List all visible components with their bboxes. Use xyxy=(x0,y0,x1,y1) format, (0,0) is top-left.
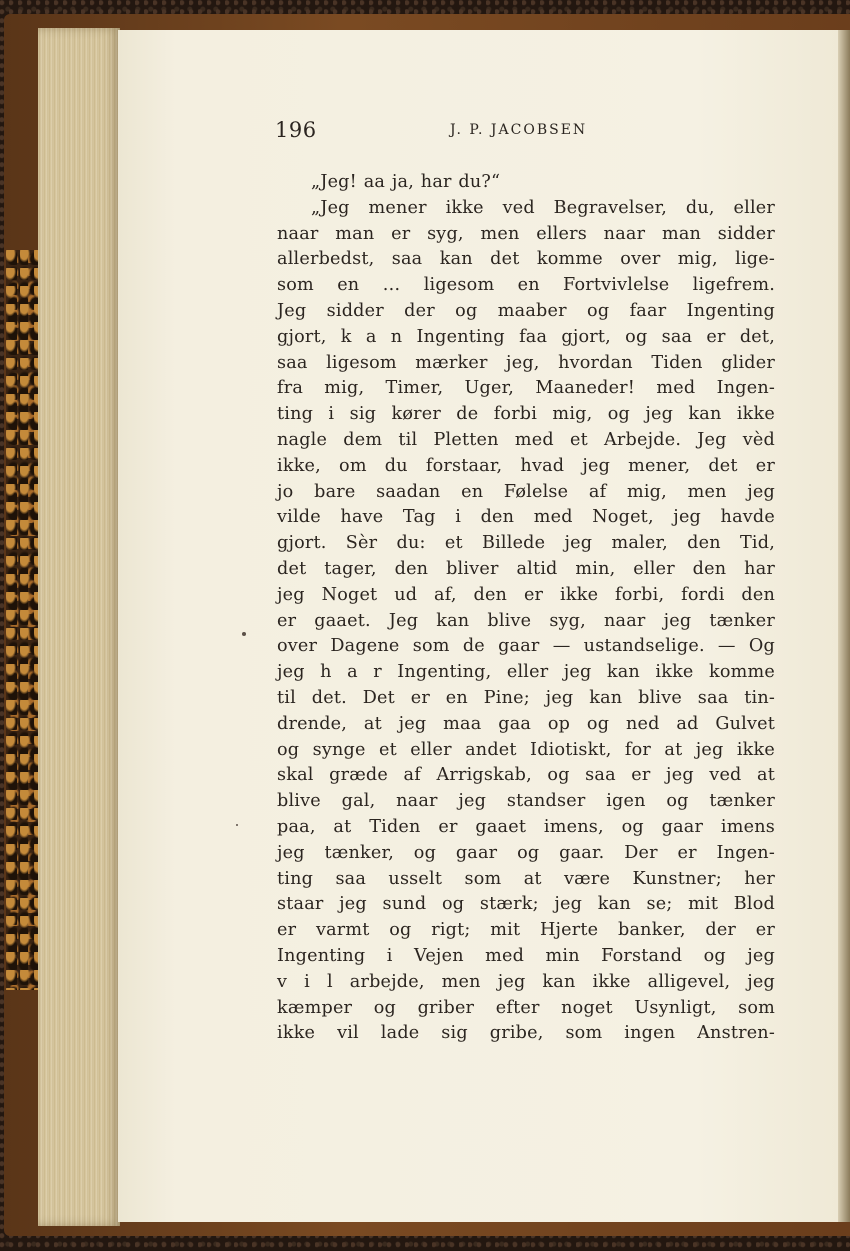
text-line: ikke, om du forstaar, hvad jeg mener, det er xyxy=(277,455,775,476)
text-line: vilde have Tag i den med Noget, jeg havde xyxy=(277,507,775,528)
text-line: naar man er syg, men ellers naar man sidder xyxy=(277,223,775,244)
text-line: v i l arbejde, men jeg kan ikke alligevel, jeg xyxy=(277,971,775,992)
page-number: 196 xyxy=(275,118,317,142)
page-right-edge xyxy=(838,30,850,1222)
text-line: allerbedst, saa kan det komme over mig, lige- xyxy=(277,249,775,270)
text-line: jo bare saadan en Følelse af mig, men jeg xyxy=(277,481,775,502)
text-line: og synge et eller andet Idiotiskt, for at jeg ikke xyxy=(277,739,775,760)
page-edges xyxy=(38,28,120,1226)
text-line: „Jeg! aa ja, har du?“ xyxy=(311,172,501,192)
text-line: jeg h a r Ingenting, eller jeg kan ikke komme xyxy=(277,662,775,683)
text-line: gjort, k a n Ingenting faa gjort, og saa er det, xyxy=(277,326,775,347)
marbled-edge xyxy=(6,250,42,990)
text-line: fra mig, Timer, Uger, Maaneder! med Ingen- xyxy=(277,378,775,399)
text-line: staar jeg sund og stærk; jeg kan se; mit Blod xyxy=(277,894,775,915)
ink-speck xyxy=(242,632,246,636)
text-line: jeg tænker, og gaar og gaar. Der er Ingen- xyxy=(277,842,775,863)
text-line: over Dagene som de gaar — ustandselige. — Og xyxy=(277,636,775,657)
text-line: jeg Noget ud af, den er ikke forbi, fordi den xyxy=(277,584,775,605)
text-line: „Jeg mener ikke ved Begravelser, du, eller xyxy=(311,197,775,218)
body-text xyxy=(277,170,775,1047)
text-line: nagle dem til Pletten med et Arbejde. Jeg vèd xyxy=(277,429,775,450)
text-line: Ingenting i Vejen med min Forstand og jeg xyxy=(277,945,775,966)
text-line: Jeg sidder der og maaber og faar Ingenting xyxy=(277,300,775,321)
text-line: som en … ligesom en Fortvivlelse ligefrem. xyxy=(277,275,775,296)
text-line: blive gal, naar jeg standser igen og tænker xyxy=(277,791,775,812)
text-line: paa, at Tiden er gaaet imens, og gaar imens xyxy=(277,816,775,837)
text-line: er varmt og rigt; mit Hjerte banker, der er xyxy=(277,920,775,941)
text-line: ting saa usselt som at være Kunstner; her xyxy=(277,868,775,889)
text-line: kæmper og griber efter noget Usynligt, som xyxy=(277,997,775,1018)
text-line: er gaaet. Jeg kan blive syg, naar jeg tænker xyxy=(277,610,775,631)
ink-speck xyxy=(236,824,238,826)
page-header xyxy=(275,118,755,148)
text-line: skal græde af Arrigskab, og saa er jeg ved at xyxy=(277,765,775,786)
text-line: ikke vil lade sig gribe, som ingen Anstren- xyxy=(277,1023,775,1044)
text-line: gjort. Sèr du: et Billede jeg maler, den Tid, xyxy=(277,533,775,554)
text-line: til det. Det er en Pine; jeg kan blive saa tin- xyxy=(277,687,775,708)
text-line: det tager, den bliver altid min, eller den har xyxy=(277,558,775,579)
text-line: saa ligesom mærker jeg, hvordan Tiden glider xyxy=(277,352,775,373)
running-head: J. P. JACOBSEN xyxy=(450,122,588,138)
text-line: drende, at jeg maa gaa op og ned ad Gulvet xyxy=(277,713,775,734)
text-line: ting i sig kører de forbi mig, og jeg kan ikke xyxy=(277,404,775,425)
